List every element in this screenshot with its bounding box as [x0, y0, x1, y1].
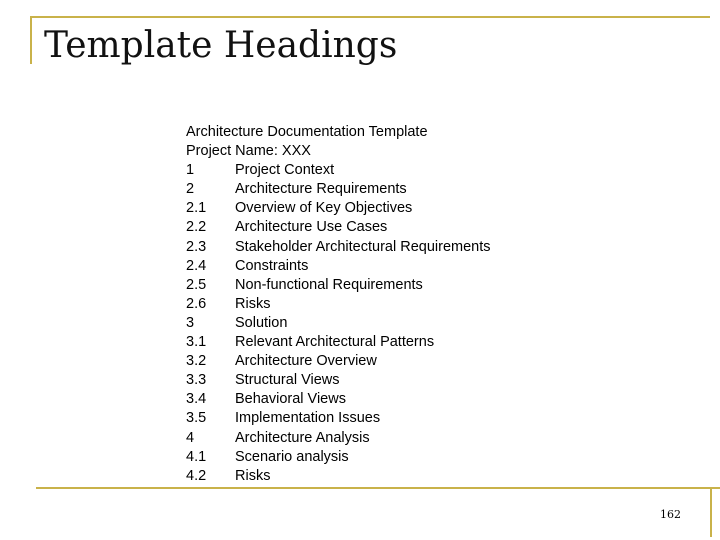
heading-label: Constraints	[235, 257, 309, 274]
bottom-frame-rule	[36, 487, 720, 489]
heading-row	[186, 448, 491, 467]
heading-label: Relevant Architectural Patterns	[235, 334, 435, 351]
heading-label: Architecture Requirements	[235, 181, 407, 198]
heading-list	[186, 161, 491, 486]
heading-label: Architecture Overview	[235, 353, 377, 370]
heading-row	[186, 371, 491, 390]
heading-number: 4.1	[186, 448, 207, 465]
heading-row	[186, 218, 491, 237]
heading-row	[186, 257, 491, 276]
heading-number: 4	[186, 429, 195, 446]
heading-label: Implementation Issues	[235, 410, 381, 427]
heading-number: 3	[186, 314, 195, 331]
heading-number: 2.1	[186, 200, 207, 217]
top-frame-rule	[30, 16, 710, 18]
heading-label: Stakeholder Architectural Requirements	[235, 238, 491, 255]
heading-label: Risks	[235, 467, 271, 484]
heading-label: Solution	[235, 314, 288, 331]
slide-title: Template Headings	[44, 25, 398, 66]
heading-label: Scenario analysis	[235, 448, 349, 465]
heading-number: 2.3	[186, 238, 207, 255]
heading-row	[186, 199, 491, 218]
heading-label: Risks	[235, 295, 271, 312]
heading-row	[186, 295, 491, 314]
page-number: 162	[660, 508, 681, 521]
heading-number: 3.1	[186, 334, 207, 351]
heading-number: 1	[186, 162, 195, 179]
heading-number: 3.2	[186, 353, 207, 370]
top-left-frame-tick	[30, 16, 32, 64]
heading-number: 3.5	[186, 410, 207, 427]
heading-label: Structural Views	[235, 372, 340, 389]
heading-row	[186, 409, 491, 428]
heading-row	[186, 467, 491, 486]
heading-row	[186, 429, 491, 448]
heading-row	[186, 276, 491, 295]
heading-number: 2.4	[186, 257, 207, 274]
heading-row	[186, 352, 491, 371]
heading-label: Overview of Key Objectives	[235, 200, 413, 217]
heading-row	[186, 314, 491, 333]
heading-number: 3.3	[186, 372, 207, 389]
heading-number: 4.2	[186, 467, 207, 484]
heading-label: Behavioral Views	[235, 391, 346, 408]
heading-label: Project Context	[235, 162, 335, 179]
heading-number: 2.5	[186, 276, 207, 293]
heading-row	[186, 390, 491, 409]
heading-row	[186, 180, 491, 199]
heading-label: Architecture Use Cases	[235, 219, 388, 236]
heading-number: 2	[186, 181, 195, 198]
template-outline	[186, 123, 491, 486]
heading-row	[186, 333, 491, 352]
bottom-right-frame-tick	[710, 487, 712, 537]
heading-number: 2.2	[186, 219, 207, 236]
heading-number: 3.4	[186, 391, 207, 408]
heading-row	[186, 161, 491, 180]
heading-label: Architecture Analysis	[235, 429, 370, 446]
heading-label: Non-functional Requirements	[235, 276, 423, 293]
document-title-line: Architecture Documentation Template	[186, 124, 428, 140]
project-name-line: Project Name: XXX	[186, 143, 311, 160]
heading-number: 2.6	[186, 295, 207, 312]
heading-row	[186, 238, 491, 257]
